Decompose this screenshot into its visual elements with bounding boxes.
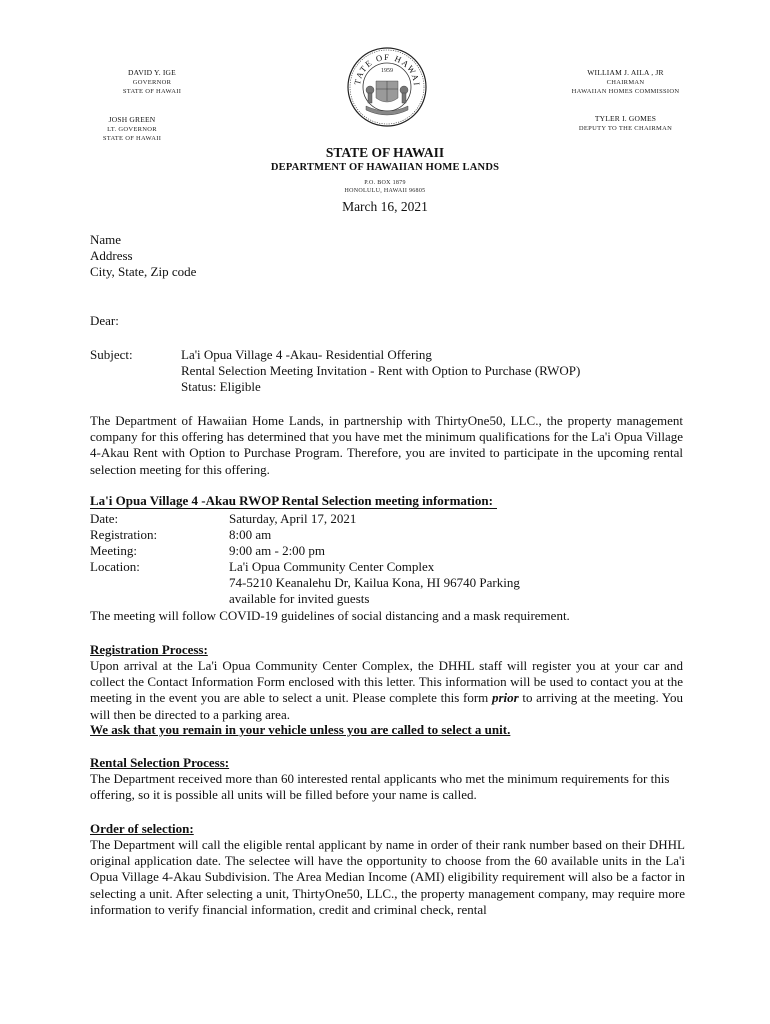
subject-line-1: La'i Opua Village 4 -Akau- Residential Offering [181,347,432,362]
seal-year: 1959 [381,68,393,74]
order-heading: Order of selection: [90,821,194,836]
location-label: Location: [90,559,140,574]
covid-note: The meeting will follow COVID-19 guidelines of social distancing and a mask requirement. [90,608,570,623]
deputy-block [578,114,673,133]
governor-name: DAVID Y. IGE [128,68,176,77]
meeting-heading-text: La'i Opua Village 4 -Akau RWOP Rental Selection meeting information: [90,493,493,508]
subject-line-3: Status: Eligible [181,379,261,395]
meeting-details [90,511,690,607]
rental-selection-heading: Rental Selection Process: [90,755,230,770]
department-city: HONOLULU, HAWAII 96805 [344,188,426,194]
subject-lines [181,347,681,396]
registration-paragraph [90,658,683,723]
chairman-title: CHAIRMAN [606,79,645,86]
lt-governor-block [92,115,172,143]
subject-label: Subject: [90,347,133,362]
meeting-heading [90,493,497,509]
intro-paragraph: The Department of Hawaiian Home Lands, in partnership with ThirtyOne50, LLC., the property management company for this offering has determined that you have met the minimum qualifications for the La'i Opua Village 4-Akau Rent with Option to Purchase Program. Therefore, you are invited to participate in the upcoming rental selection meeting for this offering. [90,413,683,477]
chairman-name: WILLIAM J. AILA , JR [587,68,664,77]
registration-heading: Registration Process: [90,642,208,657]
commission-name: HAWAIIAN HOMES COMMISSION [571,88,680,95]
seal-icon [346,46,428,128]
meeting-label: Meeting: [90,543,137,558]
governor-block [92,68,212,96]
recipient-block [90,232,390,281]
order-paragraph: The Department will call the eligible rental applicant by name in order of their rank number based on their DHHL original application date. The selectee will have the opportunity to choose from the 60 available units in the La'i Opua Village 4-Akau Subdivision. The Area Median Income (AMI) eligibility requirement will also be a factor in selecting a unit. After selecting a unit, ThirtyOne50, LLC., the property management company, may require more information to verify financial information, credit and criminal check, rental [90,837,685,917]
deputy-title: DEPUTY TO THE CHAIRMAN [578,125,673,132]
lt-governor-state: STATE OF HAWAII [102,135,162,142]
registration-note: We ask that you remain in your vehicle unless you are called to select a unit. [90,722,511,737]
chairman-block [568,68,683,96]
recipient-city: City, State, Zip code [90,264,197,280]
salutation: Dear: [90,313,119,328]
rental-selection-paragraph: The Department received more than 60 interested rental applicants who met the minimum requirements for this offering, so it is possible all units will be filled before your name is called. [90,771,670,803]
registration-text-2: to arriving at the meeting. You will then be directed to a parking area. [90,690,683,722]
location-line-3: available for invited guests [229,591,370,606]
date-value: Saturday, April 17, 2021 [229,511,357,526]
department-title: DEPARTMENT OF HAWAIIAN HOME LANDS [270,162,500,173]
registration-text-1: Upon arrival at the La'i Opua Community Center Complex, the DHHL staff will register you at your car and collect the Contact Information Form enclosed with this letter. This information will be used to contact you at the meeting in the event you are able to select a unit. Please complete this form [90,658,683,706]
state-seal [346,46,428,128]
deputy-name: TYLER I. GOMES [594,114,657,123]
letter-date: March 16, 2021 [342,199,428,214]
governor-state: STATE OF HAWAII [122,88,182,95]
recipient-name: Name [90,232,122,247]
meeting-value: 9:00 am - 2:00 pm [229,543,326,558]
registration-emphasis: prior [491,690,519,706]
registration-label: Registration: [90,527,158,542]
governor-title: GOVERNOR [132,79,172,86]
location-line-2: 74-5210 Keanalehu Dr, Kailua Kona, HI 96740 Parking [229,575,520,590]
registration-value: 8:00 am [229,527,272,542]
lt-governor-title: LT. GOVERNOR [107,126,157,133]
po-box: P.O. BOX 1879 [364,180,406,186]
state-title: STATE OF HAWAII [325,145,445,160]
location-line-1: La'i Opua Community Center Complex [229,559,435,574]
seal-text: TATE OF HAWAI [352,51,423,88]
lt-governor-name: JOSH GREEN [108,115,156,124]
recipient-address: Address [90,248,133,264]
date-label: Date: [90,511,119,526]
subject-line-2: Rental Selection Meeting Invitation - Rent with Option to Purchase (RWOP) [181,363,581,379]
